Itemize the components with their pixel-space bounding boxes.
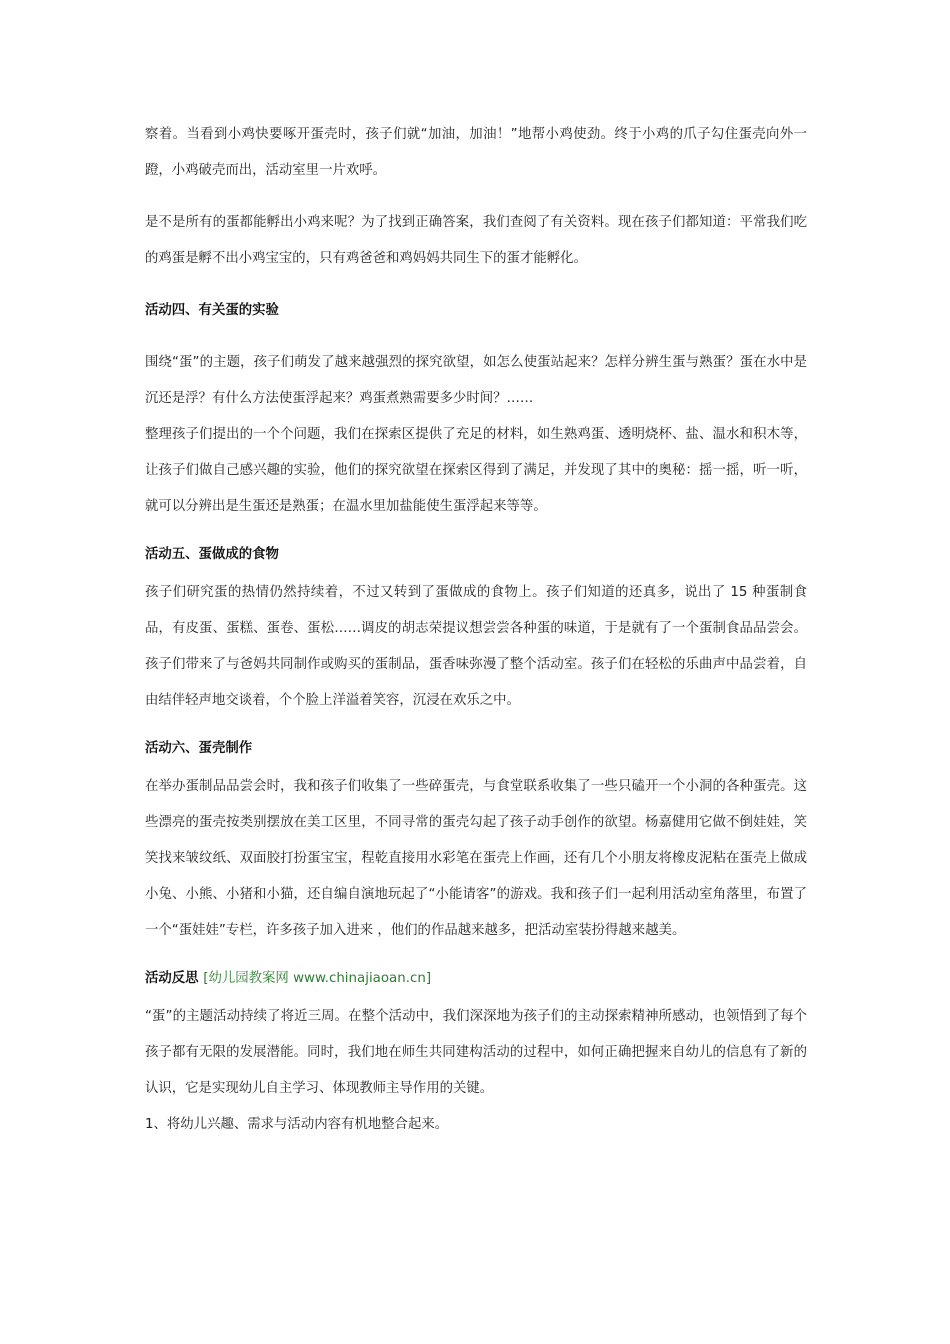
document-page	[145, 117, 807, 1143]
intro-paragraph-2: 是不是所有的蛋都能孵出小鸡来呢？为了找到正确答案，我们查阅了有关资料。现在孩子们都知道：平常我们吃的鸡蛋是孵不出小鸡宝宝的，只有鸡爸爸和鸡妈妈共同生下的蛋才能孵化。	[145, 215, 807, 266]
reflection-list-item-1: 1、将幼儿兴趣、需求与活动内容有机地整合起来。	[145, 1117, 449, 1132]
activity4-paragraph-1: 围绕“蛋”的主题，孩子们萌发了越来越强烈的探究欲望，如怎么使蛋站起来？怎样分辨生蛋与熟蛋？蛋在水中是沉还是浮？有什么方法使蛋浮起来？鸡蛋煮熟需要多少时间？……	[145, 355, 807, 406]
activity4-paragraph-2: 整理孩子们提出的一个个问题，我们在探索区提供了充足的材料，如生熟鸡蛋、透明烧杯、盐、温水和积木等，让孩子们做自己感兴趣的实验，他们的探究欲望在探索区得到了满足，并发现了其中的奥秘：摇一摇，听一听，就可以分辨出是生蛋还是熟蛋；在温水里加盐能使生蛋浮起来等等。	[145, 427, 807, 514]
activity6-paragraph-1: 在举办蛋制品品尝会时，我和孩子们收集了一些碎蛋壳，与食堂联系收集了一些只磕开一个小洞的各种蛋壳。这些漂亮的蛋壳按类别摆放在美工区里，不同寻常的蛋壳勾起了孩子动手创作的欲望。杨嘉健用它做不倒娃娃，笑笑找来皱纹纸、双面胶打扮蛋宝宝，程乾直接用水彩笔在蛋壳上作画，还有几个小朋友将橡皮泥粘在蛋壳上做成小兔、小熊、小猪和小猫，还自编自演地玩起了“小能请客”的游戏。我和孩子们一起利用活动室角落里，布置了一个“蛋娃娃”专栏，许多孩子加入进来 ，他们的作品越来越多，把活动室装扮得越来越美。	[145, 779, 807, 938]
activity6-heading: 活动六、蛋壳制作	[145, 741, 253, 756]
activity5-heading: 活动五、蛋做成的食物	[145, 547, 279, 562]
reflection-paragraph-1: “蛋”的主题活动持续了将近三周。在整个活动中，我们深深地为孩子们的主动探索精神所感动，也领悟到了每个孩子都有无限的发展潜能。同时，我们地在师生共同建构活动的过程中，如何正确把握来自幼儿的信息有了新的认识，它是实现幼儿自主学习、体现教师主导作用的关键。	[145, 1009, 807, 1096]
activity5-paragraph-1: 孩子们研究蛋的热情仍然持续着，不过又转到了蛋做成的食物上。孩子们知道的还真多，说出了 15 种蛋制食品，有皮蛋、蛋糕、蛋卷、蛋松……调皮的胡志荣提议想尝尝各种蛋的味道，于是就有了一个蛋制食品品尝会。孩子们带来了与爸妈共同制作或购买的蛋制品，蛋香味弥漫了整个活动室。孩子们在轻松的乐曲声中品尝着，自由结伴轻声地交谈着，个个脸上洋溢着笑容，沉浸在欢乐之中。	[145, 585, 807, 708]
reflection-title: 活动反思	[145, 971, 199, 986]
source-name: 幼儿园教案网	[208, 971, 289, 986]
intro-paragraph-1: 察着。当看到小鸡快要啄开蛋壳时，孩子们就“加油，加油！”地帮小鸡使劲。终于小鸡的爪子勾住蛋壳向外一蹬，小鸡破壳而出，活动室里一片欢呼。	[145, 127, 807, 178]
source-url: www.chinajiaoan.cn	[293, 971, 426, 986]
activity4-heading: 活动四、有关蛋的实验	[145, 303, 279, 318]
source-link[interactable]	[203, 971, 431, 986]
source-close-bracket: ]	[425, 971, 432, 986]
reflection-heading	[145, 961, 807, 997]
source-open-bracket: [	[203, 971, 209, 986]
